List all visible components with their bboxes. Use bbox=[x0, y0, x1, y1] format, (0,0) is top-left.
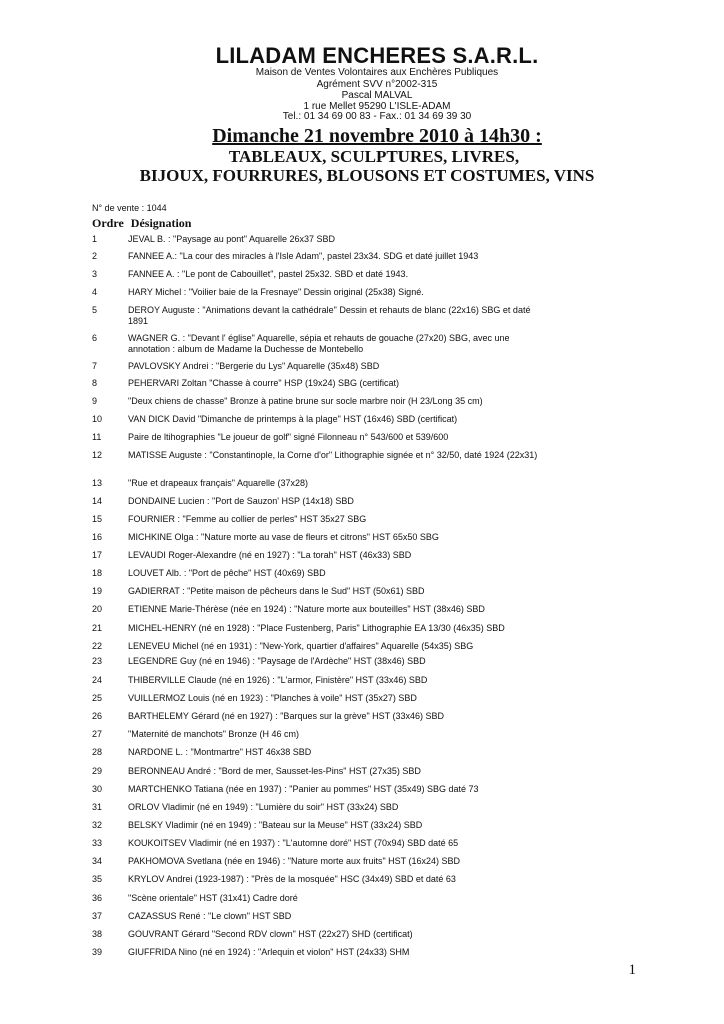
lot-designation: CAZASSUS René : "Le clown" HST SBD bbox=[128, 911, 292, 921]
lot-number: 35 bbox=[92, 874, 103, 884]
lot-number: 29 bbox=[92, 766, 103, 776]
lot-designation: DONDAINE Lucien : "Port de Sauzon' HSP (14x18) SBD bbox=[128, 496, 354, 506]
lot-number: 26 bbox=[92, 711, 103, 721]
lot-designation: DEROY Auguste : "Animations devant la cathédrale" Dessin et rehauts de blanc (22x16) SBG et daté 1891 bbox=[128, 305, 531, 326]
lot-number: 27 bbox=[92, 729, 103, 739]
lot-number: 7 bbox=[92, 361, 98, 371]
lot-number: 12 bbox=[92, 450, 103, 460]
lot-number: 30 bbox=[92, 784, 103, 794]
lot-number: 2 bbox=[92, 251, 98, 261]
lot-number: 4 bbox=[92, 287, 98, 297]
lot-designation: VAN DICK David "Dimanche de printemps à la plage" HST (16x46) SBD (certificat) bbox=[128, 414, 458, 424]
lot-designation: NARDONE L. : "Montmartre" HST 46x38 SBD bbox=[128, 747, 312, 757]
lot-number: 21 bbox=[92, 623, 103, 633]
subtitle-line: Tel.: 01 34 69 00 83 - Fax.: 01 34 69 39 30 bbox=[282, 111, 472, 122]
order-column-header: Ordre bbox=[92, 216, 124, 230]
lot-designation: ETIENNE Marie-Thérèse (née en 1924) : "Nature morte aux bouteilles" HST (38x46) SBD bbox=[128, 604, 485, 614]
categories-line-1: TABLEAUX, SCULPTURES, LIVRES, bbox=[228, 147, 520, 166]
lot-number: 15 bbox=[92, 514, 103, 524]
lot-number: 20 bbox=[92, 604, 103, 614]
lot-number: 22 bbox=[92, 641, 103, 651]
lot-number: 33 bbox=[92, 838, 103, 848]
categories-line-2: BIJOUX, FOURRURES, BLOUSONS ET COSTUMES, VINS bbox=[139, 166, 595, 185]
lot-designation: WAGNER G. : "Devant l' église" Aquarelle, sépia et rehauts de gouache (27x20) SBG, avec une annotation : album de Madame la Duchesse de Montebello bbox=[128, 333, 510, 354]
sale-date-heading: Dimanche 21 novembre 2010 à 14h30 : bbox=[212, 125, 542, 147]
lot-number: 1 bbox=[92, 234, 98, 244]
lot-designation: LOUVET Alb. : "Port de pêche" HST (40x69) SBD bbox=[128, 568, 326, 578]
subtitle-line: 1 rue Mellet 95290 L'ISLE-ADAM bbox=[303, 101, 451, 112]
company-name: LILADAM ENCHERES S.A.R.L. bbox=[215, 43, 539, 68]
lot-number: 25 bbox=[92, 693, 103, 703]
lot-designation: HARY Michel : "Voilier baie de la Fresnaye" Dessin original (25x38) Signé. bbox=[128, 287, 424, 297]
lot-designation: FANNEE A. : "Le pont de Cabouillet", pastel 25x32. SBD et daté 1943. bbox=[128, 269, 409, 279]
lot-number: 11 bbox=[92, 432, 102, 442]
lot-number: 5 bbox=[92, 305, 98, 315]
lot-designation: LEGENDRE Guy (né en 1946) : "Paysage de l'Ardèche" HST (38x46) SBD bbox=[128, 656, 426, 666]
lot-number: 13 bbox=[92, 478, 103, 488]
lot-number: 6 bbox=[92, 333, 98, 343]
lot-designation: "Deux chiens de chasse" Bronze à patine brune sur socle marbre noir (H 23/Long 35 cm) bbox=[128, 396, 483, 406]
lot-designation: ORLOV Vladimir (né en 1949) : "Lumière du soir" HST (33x24) SBD bbox=[128, 802, 399, 812]
subtitle-line: Maison de Ventes Volontaires aux Enchères Publiques bbox=[255, 67, 499, 78]
page-number: 1 bbox=[628, 962, 636, 978]
lot-designation: MICHEL-HENRY (né en 1928) : "Place Fustenberg, Paris" Lithographie EA 13/30 (46x35) SBD bbox=[128, 623, 505, 633]
lot-designation: BARTHELEMY Gérard (né en 1927) : "Barques sur la grève" HST (33x46) SBD bbox=[128, 711, 445, 721]
lot-number: 19 bbox=[92, 586, 103, 596]
lot-number: 8 bbox=[92, 378, 98, 388]
lot-designation: GADIERRAT : "Petite maison de pêcheurs dans le Sud" HST (50x61) SBD bbox=[128, 586, 425, 596]
lot-designation: MICHKINE Olga : "Nature morte au vase de fleurs et citrons" HST 65x50 SBG bbox=[128, 532, 439, 542]
lot-number: 31 bbox=[92, 802, 103, 812]
lot-designation: MARTCHENKO Tatiana (née en 1937) : "Panier au pommes" HST (35x49) SBG daté 73 bbox=[128, 784, 479, 794]
lot-number: 23 bbox=[92, 656, 103, 666]
lot-number: 10 bbox=[92, 414, 103, 424]
lot-designation: THIBERVILLE Claude (né en 1926) : "L'armor, Finistère" HST (33x46) SBD bbox=[128, 675, 428, 685]
subtitle-line: Agrément SVV n°2002-315 bbox=[316, 79, 438, 90]
lot-designation: "Scène orientale" HST (31x41) Cadre doré bbox=[128, 893, 298, 903]
lot-designation: "Rue et drapeaux français" Aquarelle (37x28) bbox=[128, 478, 308, 488]
sale-number: N° de vente : 1044 bbox=[92, 203, 167, 213]
designation-column-header: Désignation bbox=[130, 216, 192, 230]
lot-number: 16 bbox=[92, 532, 103, 542]
lot-designation: BERONNEAU André : "Bord de mer, Sausset-les-Pins" HST (27x35) SBD bbox=[128, 766, 421, 776]
lot-designation: JEVAL B. : "Paysage au pont" Aquarelle 26x37 SBD bbox=[128, 234, 336, 244]
lot-number: 32 bbox=[92, 820, 103, 830]
lot-designation: FANNEE A.: "La cour des miracles à l'Isle Adam", pastel 23x34. SDG et daté juillet 1943 bbox=[128, 251, 479, 261]
lot-designation: BELSKY Vladimir (né en 1949) : "Bateau sur la Meuse" HST (33x24) SBD bbox=[128, 820, 423, 830]
lot-designation: Paire de ltihographies "Le joueur de golf" signé Filonneau n° 543/600 et 539/600 bbox=[128, 432, 449, 442]
lot-number: 37 bbox=[92, 911, 103, 921]
lot-number: 18 bbox=[92, 568, 103, 578]
lot-designation: LENEVEU Michel (né en 1931) : "New-York, quartier d'affaires" Aquarelle (54x35) SBG bbox=[128, 641, 474, 651]
lot-designation: MATISSE Auguste : "Constantinople, la Corne d'or" Lithographie signée et n° 32/50, daté 1924 (22x31) bbox=[128, 450, 538, 460]
lot-number: 9 bbox=[92, 396, 98, 406]
lot-designation: PEHERVARI Zoltan "Chasse à courre" HSP (19x24) SBG (certificat) bbox=[128, 378, 399, 388]
lot-number: 36 bbox=[92, 893, 103, 903]
lot-number: 17 bbox=[92, 550, 103, 560]
lot-designation: KRYLOV Andrei (1923-1987) : "Près de la mosquée" HSC (34x49) SBD et daté 63 bbox=[128, 874, 456, 884]
column-headers bbox=[92, 216, 191, 231]
lot-number: 14 bbox=[92, 496, 103, 506]
lot-number: 39 bbox=[92, 947, 103, 957]
lot-designation: KOUKOITSEV Vladimir (né en 1937) : "L'automne doré" HST (70x94) SBD daté 65 bbox=[128, 838, 459, 848]
lot-designation: FOURNIER : "Femme au collier de perles" HST 35x27 SBG bbox=[128, 514, 367, 524]
lot-designation: PAVLOVSKY Andrei : "Bergerie du Lys" Aquarelle (35x48) SBD bbox=[128, 361, 380, 371]
subtitle-line: Pascal MALVAL bbox=[341, 90, 413, 101]
lot-number: 28 bbox=[92, 747, 103, 757]
lot-designation: PAKHOMOVA Svetlana (née en 1946) : "Nature morte aux fruits" HST (16x24) SBD bbox=[128, 856, 461, 866]
lot-number: 34 bbox=[92, 856, 103, 866]
lot-number: 3 bbox=[92, 269, 98, 279]
lot-designation: VUILLERMOZ Louis (né en 1923) : "Planches à voile" HST (35x27) SBD bbox=[128, 693, 417, 703]
lot-number: 38 bbox=[92, 929, 103, 939]
lot-designation: LEVAUDI Roger-Alexandre (né en 1927) : "La torah" HST (46x33) SBD bbox=[128, 550, 412, 560]
lot-designation: GOUVRANT Gérard "Second RDV clown" HST (22x27) SHD (certificat) bbox=[128, 929, 413, 939]
lot-number: 24 bbox=[92, 675, 103, 685]
lot-designation: GIUFFRIDA Nino (né en 1924) : "Arlequin et violon" HST (24x33) SHM bbox=[128, 947, 410, 957]
lot-designation: "Maternité de manchots" Bronze (H 46 cm) bbox=[128, 729, 299, 739]
